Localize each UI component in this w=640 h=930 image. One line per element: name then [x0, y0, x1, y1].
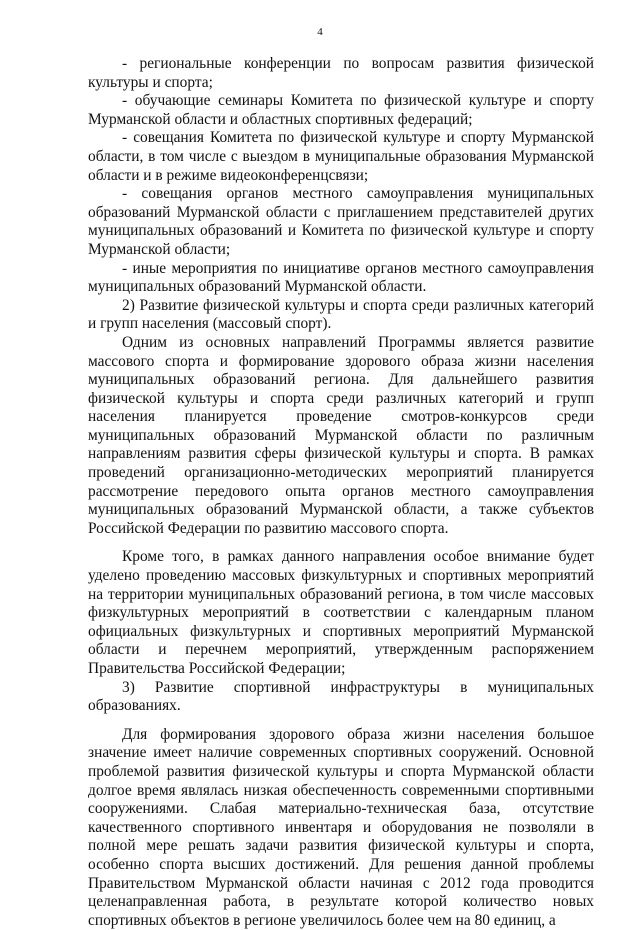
- list-item-regional-conferences: - региональные конференции по вопросам развития физической культуры и спорта;: [88, 55, 594, 91]
- section-2-paragraph: Одним из основных направлений Программы является развитие массового спорта и формирование здорового образа жизни населения муниципальных образований региона. Для дальнейшего развития физической культуры и спорта среди различных категорий и групп населения планируется проведение смотров-конкурсов среди муниципальных образований Мурманской области по различным направлениям развития сферы физической культуры и спорта. В рамках проведений организационно-методических мероприятий планируется рассмотрение передового опыта органов местного самоуправления муниципальных образований Мурманской области, а также субъектов Российской Федерации по развитию массового спорта.: [88, 333, 594, 537]
- list-item-training-seminars: - обучающие семинары Комитета по физической культуре и спорту Мурманской области и областных спортивных федераций;: [88, 92, 594, 128]
- section-3-paragraph: Для формирования здорового образа жизни населения большое значение имеет наличие современных спортивных сооружений. Основной проблемой развития физической культуры и спорта Мурманской области долгое время являлась низкая обеспеченность современными спортивными сооружениями. Слабая материально-техническая база, отсутствие качественного спортивного инвентаря и оборудования не позволяли в полной мере решать задачи развития физической культуры и спорта, особенно спорта высших достижений. Для решения данной проблемы Правительством Мурманской области начиная с 2012 года проводится целенаправленная работа, в результате которой количество новых спортивных объектов в регионе увеличилось более чем на 80 единиц, а: [88, 725, 594, 929]
- list-item-committee-meetings: - совещания Комитета по физической культуре и спорту Мурманской области, в том числе с выездом в муниципальные образования Мурманской области и в режиме видеоконференцсвязи;: [88, 129, 594, 184]
- list-item-other-events: - иные мероприятия по инициативе органов местного самоуправления муниципальных образований Мурманской области.: [88, 259, 594, 296]
- section-2-paragraph: Кроме того, в рамках данного направления особое внимание будет уделено проведению массовых физкультурных и спортивных мероприятий на территории муниципальных образований региона, в том числе массовых физкультурных мероприятий в соответствии с календарным планом официальных физкультурных и спортивных мероприятий Мурманской области и перечнем мероприятий, утвержденным распоряжением Правительства Российской Федерации;: [88, 548, 594, 677]
- list-item-local-government-meetings: - совещания органов местного самоуправления муниципальных образований Мурманской области с приглашением представителей других муниципальных образований и Комитета по физической культуре и спорту Мурманской области;: [88, 185, 594, 258]
- section-2-heading: 2) Развитие физической культуры и спорта среди различных категорий и групп населения (массовый спорт).: [88, 296, 594, 333]
- document-body: [88, 55, 594, 930]
- page-number: 4: [317, 26, 323, 38]
- section-3-heading: 3) Развитие спортивной инфраструктуры в муниципальных образованиях.: [88, 678, 594, 715]
